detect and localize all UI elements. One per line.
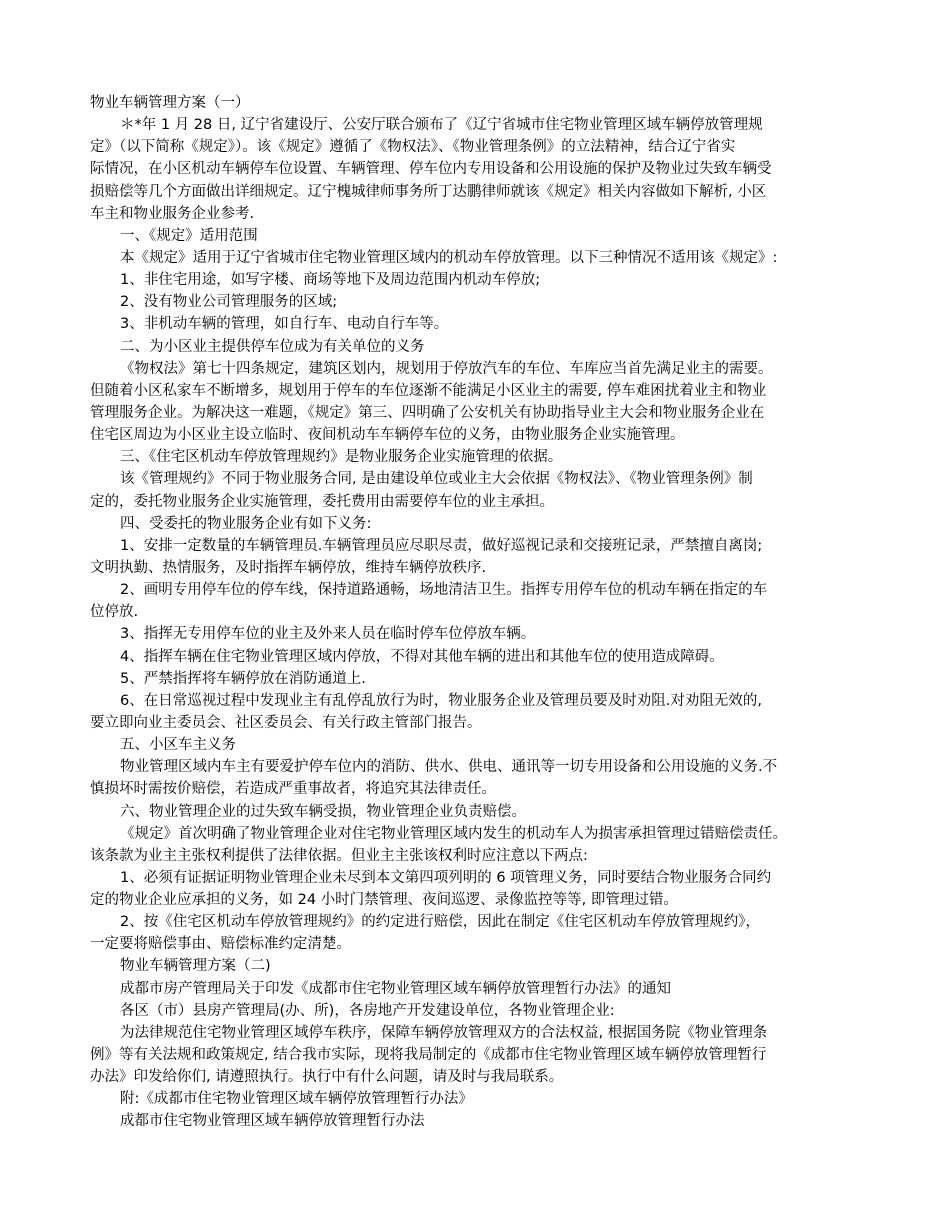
paragraph-line: 该《管理规约》不同于物业服务合同, 是由建设单位或业主大会依据《物权法》、《物业管理条例》制 xyxy=(120,471,753,488)
paragraph-line: 住宅区周边为小区业主设立临时、夜间机动车车辆停车位的义务，由物业服务企业实施管理。 xyxy=(90,427,685,444)
section-heading: 一、《规定》适用范围 xyxy=(120,227,258,244)
notice-title: 成都市房产管理局关于印发《成都市住宅物业管理区域车辆停放管理暂行办法》的通知 xyxy=(120,980,671,997)
list-item: 6、在日常巡视过程中发现业主有乱停乱放行为时，物业服务企业及管理员要及时劝阻.对劝阻无效的, xyxy=(120,692,762,709)
section-heading: 三、《住宅区机动车停放管理规约》是物业服务企业实施管理的依据。 xyxy=(120,449,563,466)
list-item: 定的物业企业应承担的义务，如 24 小时门禁管理、夜间巡逻、录像监控等等, 即管理过错。 xyxy=(90,892,678,909)
section-heading: 五、小区车主义务 xyxy=(120,737,236,754)
list-item: 2、没有物业公司管理服务的区域; xyxy=(120,294,338,311)
paragraph-line: 定的，委托物业服务企业实施管理，委托费用由需要停车位的业主承担。 xyxy=(90,493,554,510)
paragraph-line: ＊*年 1 月 28 日, 辽宁省建设厅、公安厅联合颁布了《辽宁省城市住宅物业管理区域车辆停放管理规 xyxy=(120,117,763,134)
paragraph-line: 《物权法》第七十四条规定，建筑区划内，规划用于停放汽车的车位、车库应当首先满足业主的需要。 xyxy=(120,360,773,377)
list-item: 1、安排一定数量的车辆管理员.车辆管理员应尽职尽责，做好巡视记录和交接班记录，严禁擅自离岗; xyxy=(120,537,763,554)
list-item: 要立即向业主委员会、社区委员会、有关行政主管部门报告。 xyxy=(90,714,482,731)
paragraph-line: 《规定》首次明确了物业管理企业对住宅物业管理区域内发生的机动车人为损害承担管理过错赔偿责任。 xyxy=(120,825,787,842)
paragraph-line: 为法律规范住宅物业管理区域停车秩序，保障车辆停放管理双方的合法权益, 根据国务院《物业管理条 xyxy=(120,1024,768,1041)
section-title: 物业车辆管理方案（二) xyxy=(120,958,271,975)
list-item: 1、必须有证据证明物业管理企业未尽到本文第四项列明的 6 项管理义务，同时要结合物业服务合同约 xyxy=(120,869,772,886)
list-item: 4、指挥车辆在住宅物业管理区域内停放，不得对其他车辆的进出和其他车位的使用造成障碍。 xyxy=(120,648,724,665)
attachment-title: 成都市住宅物业管理区域车辆停放管理暂行办法 xyxy=(120,1113,425,1130)
paragraph-line: 际情况，在小区机动车辆停车位设置、车辆管理、停车位内专用设备和公用设施的保护及物业过失致车辆受 xyxy=(90,161,772,178)
list-item: 3、非机动车辆的管理，如自行车、电动自行车等。 xyxy=(120,316,449,333)
list-item: 位停放. xyxy=(90,604,139,621)
list-item: 3、指挥无专用停车位的业主及外来人员在临时停车位停放车辆。 xyxy=(120,626,536,643)
document-body xyxy=(90,92,865,1133)
notice-recipients: 各区（市）县房产管理局(办、所)，各房地产开发建设单位，各物业管理企业: xyxy=(120,1002,615,1019)
list-item: 2、画明专用停车位的停车线，保持道路通畅，场地清洁卫生。指挥专用停车位的机动车辆在指定的车 xyxy=(120,582,768,599)
paragraph-line: 损赔偿等几个方面做出详细规定。辽宁槐城律师事务所丁达鹏律师就该《规定》相关内容做如下解析, 小区 xyxy=(90,183,767,200)
section-heading: 四、受委托的物业服务企业有如下义务: xyxy=(120,515,372,532)
paragraph-line: 慎损坏时需按价赔偿，若造成严重事故者，将追究其法律责任。 xyxy=(90,781,496,798)
section-heading: 二、为小区业主提供停车位成为有关单位的义务 xyxy=(120,338,425,355)
paragraph-line: 例》等有关法规和政策规定, 结合我市实际，现将我局制定的《成都市住宅物业管理区域车辆停放管理暂行 xyxy=(90,1047,767,1064)
list-item: 2、按《住宅区机动车停放管理规约》的约定进行赔偿，因此在制定《住宅区机动车停放管理规约》， xyxy=(120,914,760,931)
paragraph-line: 定》（以下简称《规定》）。该《规定》遵循了《物权法》、《物业管理条例》的立法精神，结合辽宁省实 xyxy=(90,139,736,156)
paragraph-line: 物业管理区域内车主有要爱护停车位内的消防、供水、供电、通讯等一切专用设备和公用设施的义务.不 xyxy=(120,759,778,776)
list-item: 一定要将赔偿事由、赔偿标准约定清楚。 xyxy=(90,936,351,953)
list-item: 1、非住宅用途，如写字楼、商场等地下及周边范围内机动车停放; xyxy=(120,272,541,289)
paragraph-line: 办法》印发给你们, 请遵照执行。执行中有什么问题，请及时与我局联系。 xyxy=(90,1069,564,1086)
list-item: 文明执勤、热情服务，及时指挥车辆停放，维持车辆停放秩序. xyxy=(90,559,487,576)
document-title: 物业车辆管理方案（一） xyxy=(90,95,250,111)
attachment-line: 附:《成都市住宅物业管理区域车辆停放管理暂行办法》 xyxy=(120,1091,473,1108)
list-item: 5、严禁指挥将车辆停放在消防通道上. xyxy=(120,670,366,687)
paragraph-line: 但随着小区私家车不断增多，规划用于停车的车位逐渐不能满足小区业主的需要, 停车难困扰着业主和物业 xyxy=(90,382,767,399)
paragraph-line: 管理服务企业。为解决这一难题，《规定》第三、四明确了公安机关有协助指导业主大会和物业服务企业在 xyxy=(90,404,765,421)
paragraph-line: 本《规定》适用于辽宁省城市住宅物业管理区域内的机动车停放管理。以下三种情况不适用该《规定》: xyxy=(120,249,778,266)
section-heading: 六、物业管理企业的过失致车辆受损，物业管理企业负责赔偿。 xyxy=(120,803,526,820)
paragraph-line: 该条款为业主主张权利提供了法律依据。但业主主张该权利时应注意以下两点: xyxy=(90,847,588,864)
paragraph-line: 车主和物业服务企业参考. xyxy=(90,205,255,222)
